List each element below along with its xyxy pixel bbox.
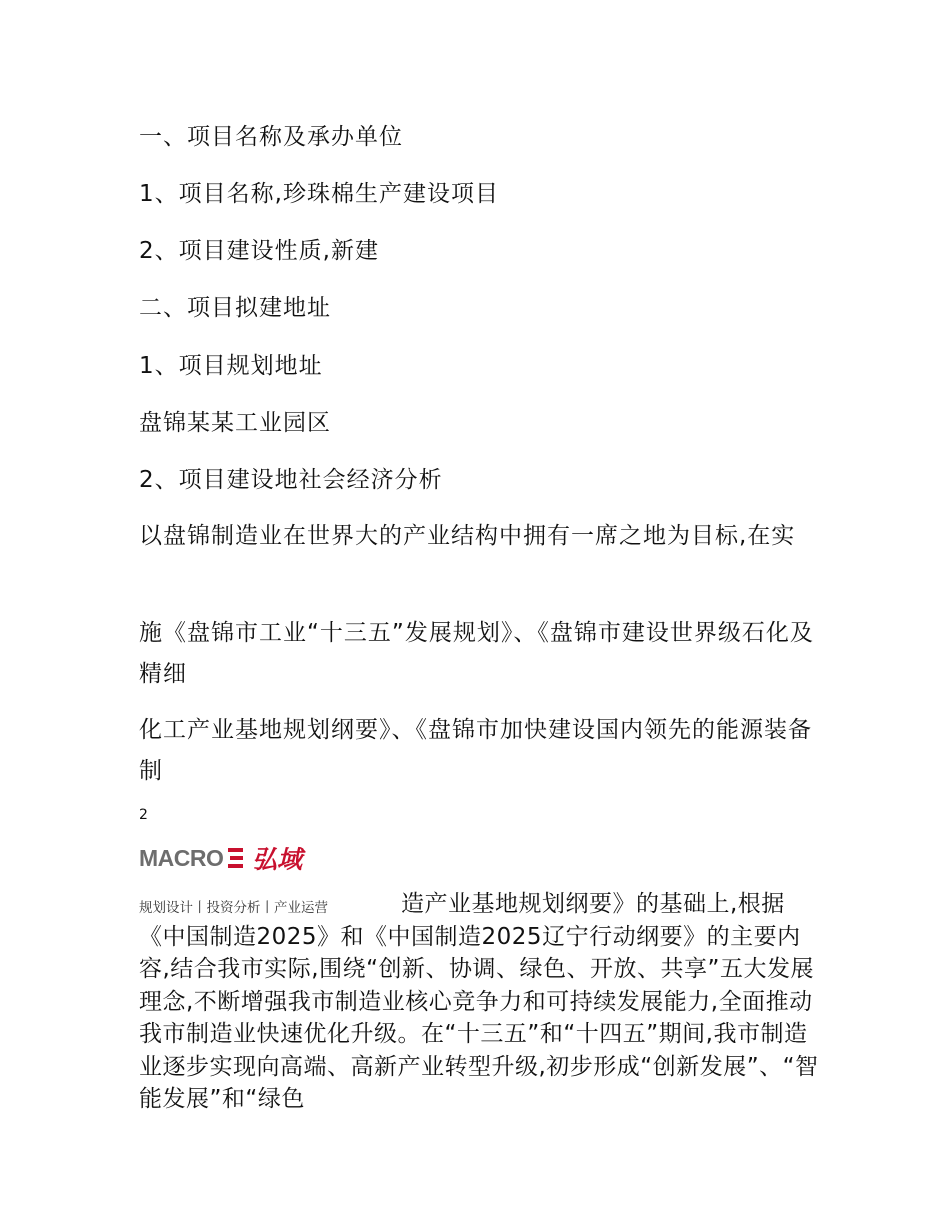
logo-chinese-text: 弘域 — [252, 845, 303, 872]
company-logo — [139, 843, 313, 873]
text-project-name: 1、项目名称,珍珠棉生产建设项目 — [139, 181, 499, 207]
logo-caption: 规划设计丨投资分析丨产业运营 — [139, 900, 328, 916]
body-paragraph: 造产业基地规划纲要》的基础上,根据《中国制造2025》和《中国制造2025辽宁行动纲要》的主要内容,结合我市实际,围绕“创新、协调、绿色、开放、共享”五大发展理念,不断增强我市制造业核心竞争力和可持续发展能力,全面推动我市制造业快速优化升级。在“十三五”和“十四五”期间,我市制造业逐步实现向高端、高新产业转型升级,初步形成“创新发展”、“智能发展”和“绿色 — [139, 891, 819, 1112]
logo-latin-text: MACRO — [139, 844, 224, 871]
text-project-nature: 2、项目建设性质,新建 — [139, 238, 379, 264]
paragraph-line-3: 化工产业基地规划纲要》、《盘锦市加快建设国内领先的能源装备制 — [139, 717, 812, 784]
text-site-value: 盘锦某某工业园区 — [139, 410, 331, 436]
paragraph-line-1: 以盘锦制造业在世界大的产业结构中拥有一席之地为目标,在实 — [139, 523, 796, 549]
logo-mark-icon — [227, 844, 313, 872]
heading-project-site: 二、项目拟建地址 — [139, 295, 331, 321]
heading-project-name: 一、项目名称及承办单位 — [139, 124, 403, 150]
page-number: 2 — [139, 807, 148, 823]
paragraph-line-2: 施《盘锦市工业“十三五”发展规划》、《盘锦市建设世界级石化及精细 — [139, 620, 814, 687]
text-socioeconomic-heading: 2、项目建设地社会经济分析 — [139, 467, 443, 493]
text-site-label: 1、项目规划地址 — [139, 353, 323, 379]
